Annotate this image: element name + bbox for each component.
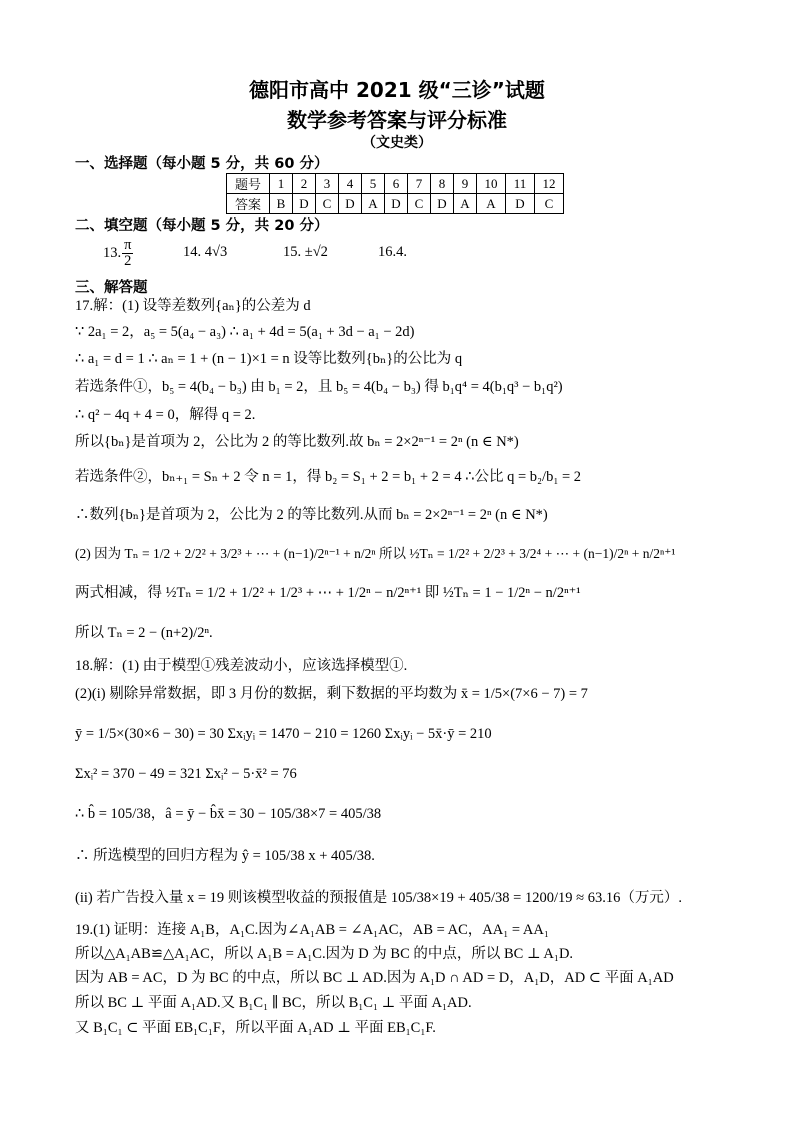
- answer-table-row-numbers: [227, 174, 564, 194]
- solution-line: 两式相减，得 ½Tₙ = 1/2 + 1/2² + 1/2³ + ⋯ + 1/2ⁿ − n/2ⁿ⁺¹ 即 ½Tₙ = 1 − 1/2ⁿ − n/2ⁿ⁺¹: [75, 585, 581, 601]
- fraction: [122, 238, 133, 269]
- fraction-numerator: π: [124, 237, 132, 253]
- solution-line: ȳ = 1/5×(30×6 − 30) = 30 Σxᵢyᵢ = 1470 − 210 = 1260 Σxᵢyᵢ − 5x̄·ȳ = 210: [75, 726, 492, 742]
- question-number: 8: [431, 174, 454, 194]
- section-choice-heading: 一、选择题（每小题 5 分，共 60 分）: [75, 156, 329, 172]
- section-solve-heading: 三、解答题: [75, 280, 148, 296]
- fill-answer-16: 16.4.: [378, 244, 407, 260]
- solution-line: (2)(i) 剔除异常数据，即 3 月份的数据，剩下数据的平均数为 x̄ = 1/5×(7×6 − 7) = 7: [75, 686, 588, 702]
- fill-answer-13: [103, 238, 134, 269]
- solution-line: ∴ b̂ = 105/38，â = ȳ − b̂x̄ = 30 − 105/38×7 = 405/38: [75, 806, 382, 822]
- solution-line: 所以 BC ⊥ 平面 A₁AD.又 B₁C₁ ∥ BC，所以 B₁C₁ ⊥ 平面 A₁AD.: [75, 995, 472, 1011]
- answer-table-row-answers: [227, 194, 564, 214]
- question-number: 11: [506, 174, 535, 194]
- answer-table-label: 题号: [227, 174, 270, 194]
- doc-subtitle: 数学参考答案与评分标准: [287, 108, 507, 132]
- solution-line: (ii) 若广告投入量 x = 19 则该模型收益的预报值是 105/38×19 + 405/38 = 1200/19 ≈ 63.16（万元）.: [75, 890, 682, 906]
- solution-line: 所以△A₁AB≌△A₁AC，所以 A₁B = A₁C.因为 D 为 BC 的中点，所以 BC ⊥ A₁D.: [75, 946, 574, 962]
- question-number: 6: [385, 174, 408, 194]
- question-number: 10: [477, 174, 506, 194]
- solution-line: ∵ 2a₁ = 2，a₅ = 5(a₄ − a₃) ∴ a₁ + 4d = 5(a₁ + 3d − a₁ − 2d): [75, 324, 415, 340]
- solution-line: ∴ a₁ = d = 1 ∴ aₙ = 1 + (n − 1)×1 = n 设等比数列{bₙ}的公比为 q: [75, 351, 463, 367]
- question-number: 7: [408, 174, 431, 194]
- answer-cell: A: [454, 194, 477, 214]
- solution-line: 若选条件①，b₅ = 4(b₄ − b₃) 由 b₁ = 2，且 b₅ = 4(b₄ − b₃) 得 b₁q⁴ = 4(b₁q³ − b₁q²): [75, 379, 563, 395]
- answer-cell: C: [316, 194, 339, 214]
- answer-table: [226, 173, 564, 214]
- solution-line: 因为 AB = AC，D 为 BC 的中点，所以 BC ⊥ AD.因为 A₁D ∩ AD = D，A₁D，AD ⊂ 平面 A₁AD: [75, 970, 674, 986]
- doc-title: 德阳市高中 2021 级“三诊”试题: [249, 78, 545, 102]
- question-number: 4: [339, 174, 362, 194]
- question-number: 3: [316, 174, 339, 194]
- answer-cell: D: [293, 194, 316, 214]
- answer-table-label: 答案: [227, 194, 270, 214]
- answer-cell: D: [339, 194, 362, 214]
- solution-line: 若选条件②，bₙ₊₁ = Sₙ + 2 令 n = 1，得 b₂ = S₁ + 2 = b₁ + 2 = 4 ∴公比 q = b₂/b₁ = 2: [75, 469, 582, 485]
- solution-line: 所以 Tₙ = 2 − (n+2)/2ⁿ.: [75, 625, 213, 641]
- fill-answer-13-label: 13.: [103, 245, 122, 262]
- answer-cell: D: [431, 194, 454, 214]
- question-number: 2: [293, 174, 316, 194]
- answer-cell: D: [385, 194, 408, 214]
- solution-line: (2) 因为 Tₙ = 1/2 + 2/2² + 3/2³ + ⋯ + (n−1)/2ⁿ⁻¹ + n/2ⁿ 所以 ½Tₙ = 1/2² + 2/2³ + 3/2⁴ + ⋯ + (n−1)/2ⁿ + n/2ⁿ⁺¹: [75, 546, 676, 561]
- doc-category: （文史类）: [362, 135, 432, 151]
- fraction-denominator: 2: [124, 253, 132, 270]
- answer-cell: C: [408, 194, 431, 214]
- solution-line: ∴ q² − 4q + 4 = 0，解得 q = 2.: [75, 407, 256, 423]
- fill-answer-15: 15. ±√2: [283, 244, 328, 260]
- solution-line: 所以{bₙ}是首项为 2，公比为 2 的等比数列.故 bₙ = 2×2ⁿ⁻¹ = 2ⁿ (n ∈ N*): [75, 434, 519, 450]
- solution-line: 19.(1) 证明：连接 A₁B，A₁C.因为∠A₁AB = ∠A₁AC，AB = AC，AA₁ = AA₁: [75, 922, 549, 938]
- question-number: 12: [535, 174, 564, 194]
- answer-cell: D: [506, 194, 535, 214]
- answer-cell: A: [477, 194, 506, 214]
- question-number: 1: [270, 174, 293, 194]
- solution-line: ∴数列{bₙ}是首项为 2，公比为 2 的等比数列.从而 bₙ = 2×2ⁿ⁻¹ = 2ⁿ (n ∈ N*): [75, 507, 548, 523]
- question-number: 9: [454, 174, 477, 194]
- solution-line: ∴ 所选模型的回归方程为 ŷ = 105/38 x + 405/38.: [75, 848, 375, 864]
- solution-line: 17.解：(1) 设等差数列{aₙ}的公差为 d: [75, 298, 311, 314]
- solution-line: 又 B₁C₁ ⊂ 平面 EB₁C₁F，所以平面 A₁AD ⊥ 平面 EB₁C₁F.: [75, 1020, 436, 1036]
- solution-line: Σxᵢ² = 370 − 49 = 321 Σxᵢ² − 5·x̄² = 76: [75, 766, 297, 782]
- fill-answer-14: 14. 4√3: [183, 244, 228, 260]
- solution-line: 18.解：(1) 由于模型①残差波动小，应该选择模型①.: [75, 658, 408, 674]
- answer-cell: C: [535, 194, 564, 214]
- question-number: 5: [362, 174, 385, 194]
- answer-cell: B: [270, 194, 293, 214]
- answer-cell: A: [362, 194, 385, 214]
- section-fill-heading: 二、填空题（每小题 5 分，共 20 分）: [75, 218, 329, 234]
